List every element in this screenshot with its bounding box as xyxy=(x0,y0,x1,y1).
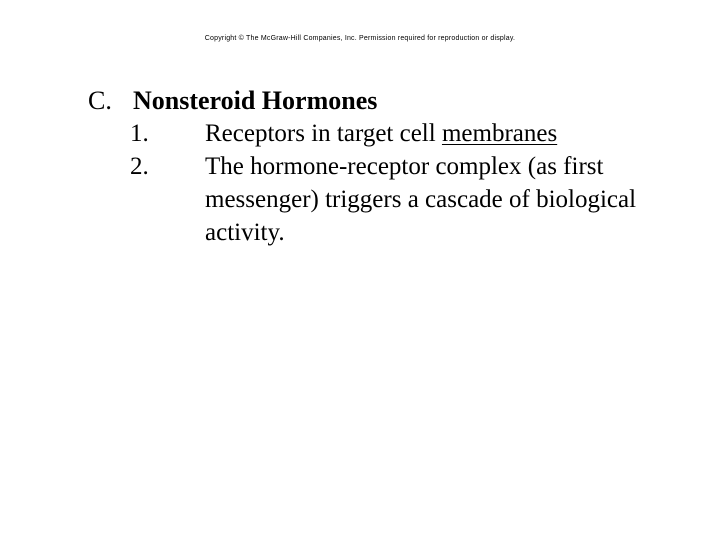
copyright-notice: Copyright © The McGraw-Hill Companies, Inc. Permission required for reproduction or display. xyxy=(204,35,516,42)
section-letter: C. xyxy=(88,86,112,115)
underlined-term: membranes xyxy=(441,120,558,147)
list-item xyxy=(88,150,698,249)
list-item xyxy=(88,117,698,150)
section-title: Nonsteroid Hormones xyxy=(133,86,378,115)
list-item-text-plain: Receptors in target cell xyxy=(205,120,442,147)
section-heading xyxy=(88,84,698,117)
list-item-number: 1. xyxy=(130,120,149,147)
slide-outline xyxy=(88,84,698,249)
list-item-text: The hormone-receptor complex (as first messenger) triggers a cascade of biological activity. xyxy=(205,153,637,246)
list-item-number: 2. xyxy=(130,153,149,180)
list-item-text xyxy=(205,117,698,150)
